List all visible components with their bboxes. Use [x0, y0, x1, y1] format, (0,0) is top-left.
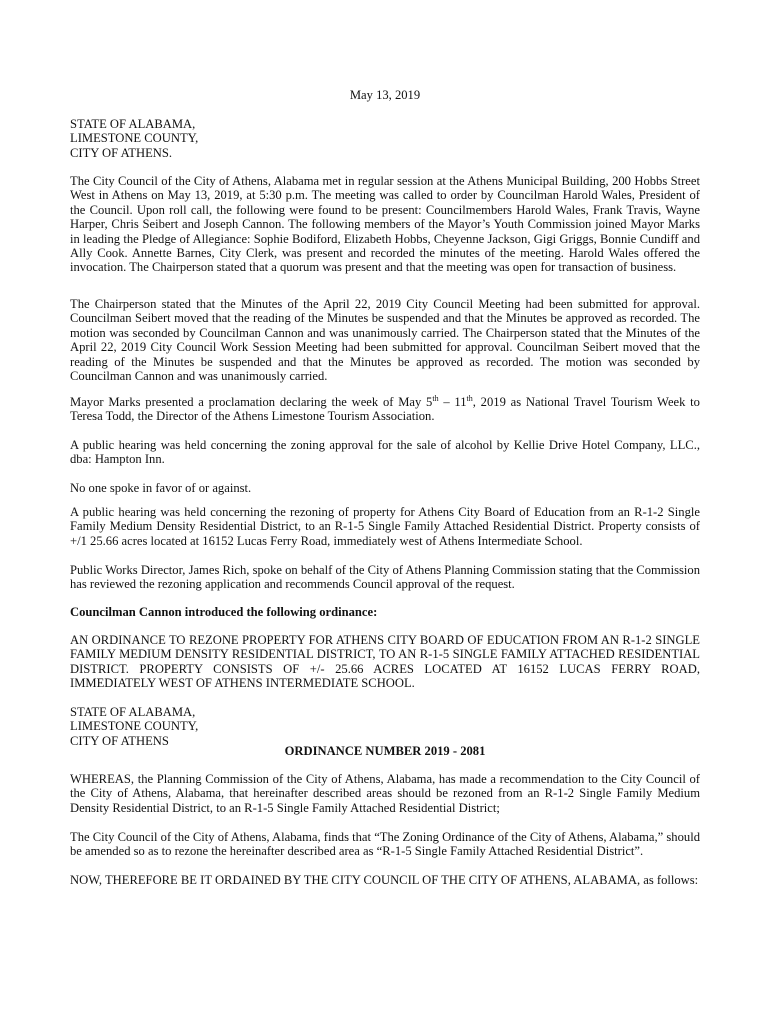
paragraph-proclamation: Mayor Marks presented a proclamation declaring the week of May 5th – 11th, 2019 as National Travel Tourism Week to Teresa Todd, the Director of the Athens Limestone Tourism Association. [70, 393, 700, 424]
paragraph-hearing-alcohol: A public hearing was held concerning the zoning approval for the sale of alcohol by Kellie Drive Hotel Company, LLC., dba: Hampton Inn. [70, 438, 700, 467]
county-line: LIMESTONE COUNTY, [70, 131, 199, 146]
ordinance-state-header [70, 705, 700, 748]
city-line: CITY OF ATHENS. [70, 145, 173, 160]
ordinance-city-line: CITY OF ATHENS [70, 733, 169, 748]
ordinance-county-line: LIMESTONE COUNTY, [70, 719, 199, 734]
paragraph-now-therefore: NOW, THEREFORE BE IT ORDAINED BY THE CITY COUNCIL OF THE CITY OF ATHENS, ALABAMA, as follows: [70, 873, 699, 887]
document-date: May 13, 2019 [349, 88, 421, 102]
paragraph-council-finds: The City Council of the City of Athens, Alabama, finds that “The Zoning Ordinance of the City of Athens, Alabama,” should be amended so as to rezone the hereinafter described area as “R-1-5 Single Family Attached Residential District”. [70, 830, 700, 859]
paragraph-call-to-order: The City Council of the City of Athens, Alabama met in regular session at the Athens Municipal Building, 200 Hobbs Street West in Athens on May 13, 2019, at 5:30 p.m. The meeting was called to order by Councilman Harold Wales, President of the Council. Upon roll call, the following were found to be present: Councilmembers Harold Wales, Frank Travis, Wayne Harper, Chris Seibert and Joseph Cannon. The following members of the Mayor’s Youth Commission joined Mayor Marks in leading the Pledge of Allegiance: Sophie Bodiford, Elizabeth Hobbs, Cheyenne Jackson, Gigi Griggs, Bonnie Cundiff and Ally Cook. Annette Barnes, City Clerk, was present and recorded the minutes of the meeting. Harold Wales offered the invocation. The Chairperson stated that a quorum was present and that the meeting was open for transaction of business. [70, 174, 700, 275]
paragraph-planning-commission: Public Works Director, James Rich, spoke on behalf of the City of Athens Planning Commission stating that the Commission has reviewed the rezoning application and recommends Council approval of the request. [70, 563, 700, 592]
state-header [70, 117, 700, 160]
paragraph-hearing-rezoning: A public hearing was held concerning the rezoning of property for Athens City Board of Education from an R-1-2 Single Family Medium Density Residential District, to an R-1-5 Single Family Attached Residential District. Property consists of +/1 25.66 acres located at 16152 Lucas Ferry Road, immediately west of Athens Intermediate School. [70, 505, 700, 548]
paragraph-minutes-approval: The Chairperson stated that the Minutes of the April 22, 2019 City Council Meeting had been submitted for approval. Councilman Seibert moved that the reading of the Minutes be suspended and that the Minutes be approved as recorded. The motion was seconded by Councilman Cannon and was unanimously carried. The Chairperson stated that the Minutes of the April 22, 2019 City Council Work Session Meeting had been submitted for approval. Councilman Seibert moved that the reading of the Minutes be suspended and that the Minutes be approved as recorded. The motion was seconded by Councilman Cannon and was unanimously carried. [70, 297, 700, 384]
state-line: STATE OF ALABAMA, [70, 117, 196, 131]
ordinance-state-line: STATE OF ALABAMA, [70, 705, 196, 719]
paragraph-no-one-spoke: No one spoke in favor of or against. [70, 481, 252, 495]
paragraph-ordinance-intro: Councilman Cannon introduced the following ordinance: [70, 605, 378, 619]
paragraph-whereas: WHEREAS, the Planning Commission of the City of Athens, Alabama, has made a recommendation to the City Council of the City of Athens, Alabama, that hereinafter described areas should be rezoned from an R-1-2 Single Family Medium Density Residential District, to an R-1-5 Single Family Attached Residential District; [70, 772, 700, 815]
paragraph-ordinance-title: AN ORDINANCE TO REZONE PROPERTY FOR ATHENS CITY BOARD OF EDUCATION FROM AN R-1-2 SINGLE FAMILY MEDIUM DENSITY RESIDENTIAL DISTRICT, TO AN R-1-5 SINGLE FAMILY ATTACHED RESIDENTIAL DISTRICT. PROPERTY CONSISTS OF +/- 25.66 ACRES LOCATED AT 16152 LUCAS FERRY ROAD, IMMEDIATELY WEST OF ATHENS INTERMEDIATE SCHOOL. [70, 633, 700, 691]
ordinance-number: ORDINANCE NUMBER 2019 - 2081 [284, 744, 486, 758]
